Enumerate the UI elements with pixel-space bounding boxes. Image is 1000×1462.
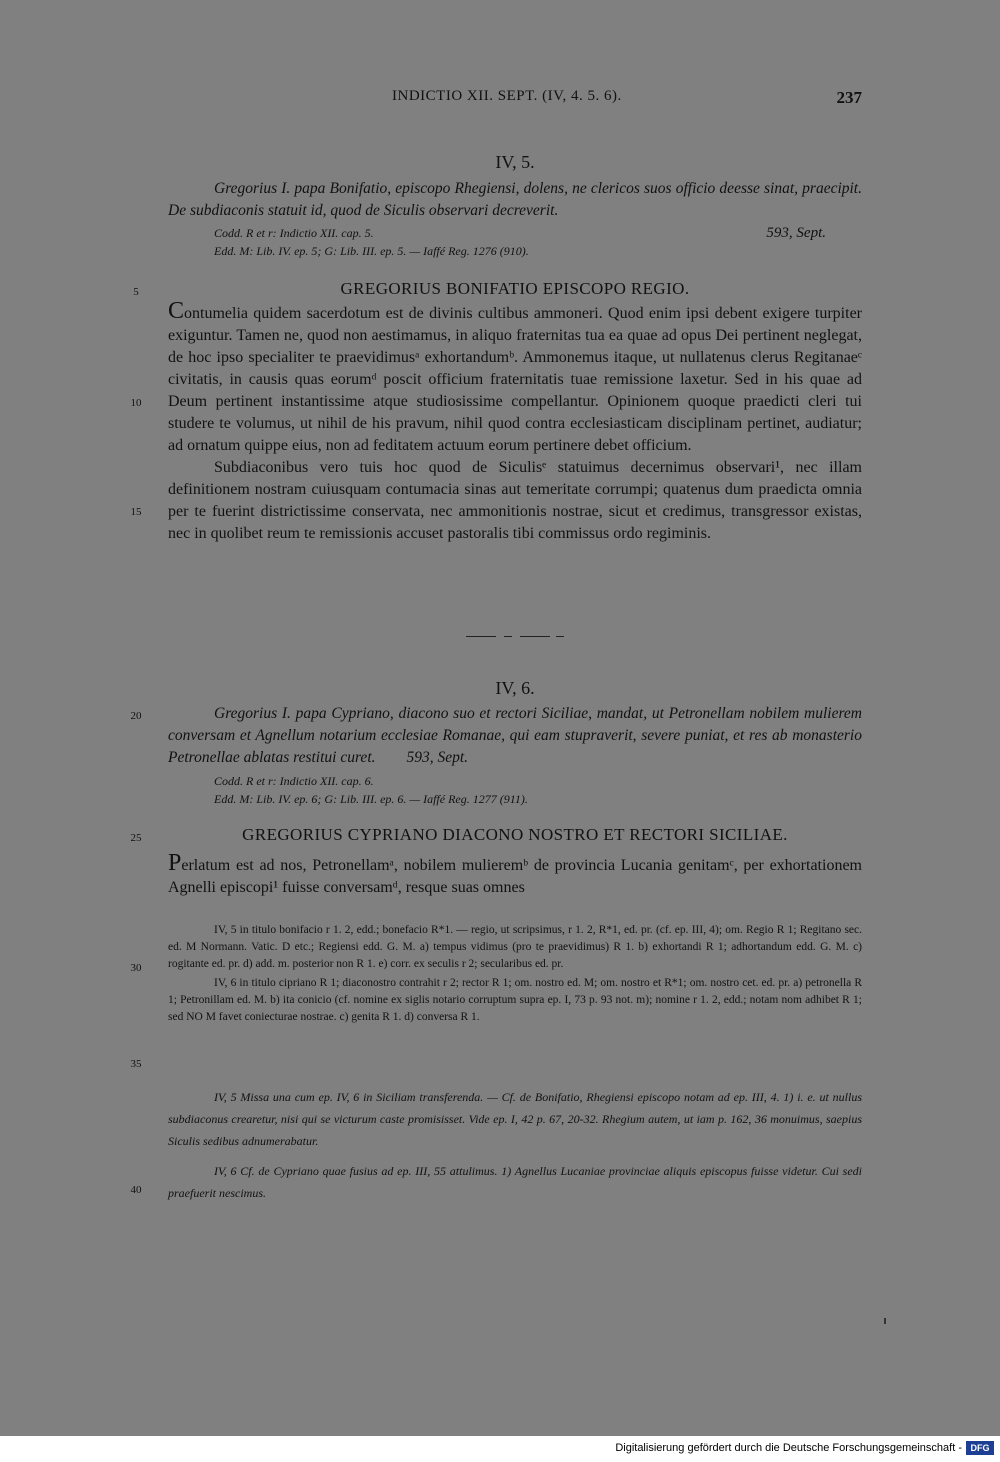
letter-separator	[466, 636, 566, 638]
letter-body	[168, 300, 862, 545]
letter-date: 593, Sept.	[766, 225, 826, 241]
dfg-logo-icon: DFG	[966, 1441, 994, 1455]
summary-body: Gregorius I. papa Cypriano, diacono suo et rectori Siciliae, mandat, ut Petronellam nobilem mulierem conversam et Agnellum notarium ecclesiae Romanae, qui eam stupraverit, severe puniat, et res ab monasterio Petronellae ablatas restitui curet.	[168, 705, 862, 766]
line-number: 40	[130, 1184, 142, 1196]
summary-text: Gregorius I. papa Bonifatio, episcopo Rhegiensi, dolens, ne clericos suos officio deesse sinat, praecipit. De subdiaconis statuit id, quod de Siculis observari decreverit.	[168, 180, 862, 219]
page-number: 237	[836, 88, 862, 107]
letter-body	[168, 852, 862, 899]
body-paragraph	[168, 300, 862, 457]
body-paragraph-text: ontumelia quidem sacerdotum est de divinis cultibus ammoneri. Quod enim ipsi debent exigere turpiter exiguntur. Tamen ne, quod non aestimamus, in aliquo fraternitas tua ea quae ad opus Dei pertinent neglegat, de hoc ipso specialiter te praevidimusᵃ exhortandumᵇ. Ammonemus itaque, ut nullatenus clerus Regitanaeᶜ civitatis, in causis quas eorumᵈ poscit officium fraternitatis tuae remissione laxetur. Sed in his quae ad Deum pertinent instantissime atque studiosissime compellantur. Opinionem quoque praedicti cleri tui studere te volumus, ut nihil de his pravum, nihil quod contra ecclesiasticam disciplinam pertinet, audiatur; ad ornatum quippe eius, non ad feditatem actuum eorum pertinere debet officium.	[168, 305, 862, 454]
critical-apparatus	[168, 922, 862, 1026]
initial-letter: P	[168, 850, 182, 876]
line-number: 15	[130, 506, 142, 518]
codices-line: Codd. R et r: Indictio XII. cap. 6.	[214, 774, 374, 788]
body-paragraph-text: erlatum est ad nos, Petronellamᵃ, nobilem mulieremᵇ de provincia Lucania genitamᶜ, per exhortationem Agnelli episcopi¹ fuisse conversamᵈ, resque suas omnes	[168, 857, 862, 896]
letter-number: IV, 6.	[495, 678, 535, 698]
line-number: 10	[130, 397, 142, 409]
summary-text	[168, 703, 862, 769]
apparatus-note: IV, 6 in titulo cipriano R 1; diaconostro contrahit r 2; rector R 1; om. nostro ed. M; om. nostro et R*1; om. nostro cet. ed. pr. a) petronella R 1; Petronillam ed. M. b) ita conicio (cf. nomine ex siglis notario corruptum supra ep. I, 73 p. 93 not. m); nomine r 1. 2, edd.; notam nom adhibet R 1; sed NO M favet coniecturae nostrae. c) genita R 1. d) conversa R 1.	[168, 977, 862, 1023]
letter-address: GREGORIUS CYPRIANO DIACONO NOSTRO ET RECTORI SICILIAE.	[242, 825, 788, 844]
scan-mark	[884, 1318, 886, 1324]
letter-summary	[168, 703, 862, 769]
line-number: 35	[130, 1058, 142, 1070]
funding-text: Digitalisierung gefördert durch die Deutsche Forschungsgemeinschaft -	[615, 1442, 962, 1454]
line-number: 30	[130, 962, 142, 974]
apparatus-note: IV, 5 in titulo bonifacio r 1. 2, edd.; bonefacio R*1. — regio, ut scripsimus, r 1. 2, R*1, ed. pr. (cf. ep. III, 4); om. Regio R 1; Regitano sec. ed. M Normann. Vatic. D etc.; Regiensi edd. G. M. a) tempus vidimus (pro te praevidimus) R 1. b) exhortandi R 1; adhortandum edd. G. M. c) rogitante ed. pr. d) add. m. posterior non R 1. e) corr. ex seculis r 2; secularibus ed. pr.	[168, 924, 862, 970]
running-title: INDICTIO XII. SEPT. (IV, 4. 5. 6).	[392, 88, 622, 104]
commentary-note: IV, 6 Cf. de Cypriano quae fusius ad ep. III, 55 attulimus. 1) Agnellus Lucaniae provinciae aliquis episcopus fuisse videtur. Cui sedi praefuerit nescimus.	[168, 1164, 862, 1200]
body-paragraph	[168, 852, 862, 899]
letter-summary	[168, 178, 862, 222]
commentary-notes	[168, 1086, 862, 1204]
funding-footer	[0, 1436, 1000, 1462]
codices-text: Codd. R et r: Indictio XII. cap. 5.	[214, 226, 374, 240]
page-header	[168, 88, 862, 114]
codices-line	[214, 224, 826, 242]
letter-address: GREGORIUS BONIFATIO EPISCOPO REGIO.	[340, 279, 690, 298]
line-number: 20	[130, 710, 142, 722]
letter-number: IV, 5.	[495, 152, 535, 172]
body-paragraph: Subdiaconibus vero tuis hoc quod de Siculisᵉ statuimus decernimus observari¹, nec illam definitionem nostram cuiusquam contumacia sinas aut temeritate corrumpi; quatenus dum praedicta omnia per te fuerint districtissime conservata, nec ammonitionis nostrae, sicut et credimus, transgressor existas, nec in quolibet reum te remissionis accuset pastoralis tibi commissus ordo regiminis.	[168, 459, 862, 542]
editions-line: Edd. M: Lib. IV. ep. 6; G: Lib. III. ep. 6. — Iaffé Reg. 1277 (911).	[214, 792, 528, 806]
letter-date: 593, Sept.	[406, 749, 469, 766]
initial-letter: C	[168, 298, 185, 324]
line-number: 25	[130, 832, 142, 844]
commentary-note: IV, 5 Missa una cum ep. IV, 6 in Siciliam transferenda. — Cf. de Bonifatio, Rhegiensi episcopo notam ad ep. III, 4. 1) i. e. ut nullus subdiaconus crearetur, nisi qui se victurum caste promisisset. Vide ep. I, 42 p. 67, 20-32. Rhegium autem, ut iam p. 162, 36 monuimus, saepius Siculis sedibus adnumerabatur.	[168, 1090, 862, 1148]
editions-line: Edd. M: Lib. IV. ep. 5; G: Lib. III. ep. 5. — Iaffé Reg. 1276 (910).	[214, 244, 529, 258]
line-number: 5	[133, 286, 139, 298]
